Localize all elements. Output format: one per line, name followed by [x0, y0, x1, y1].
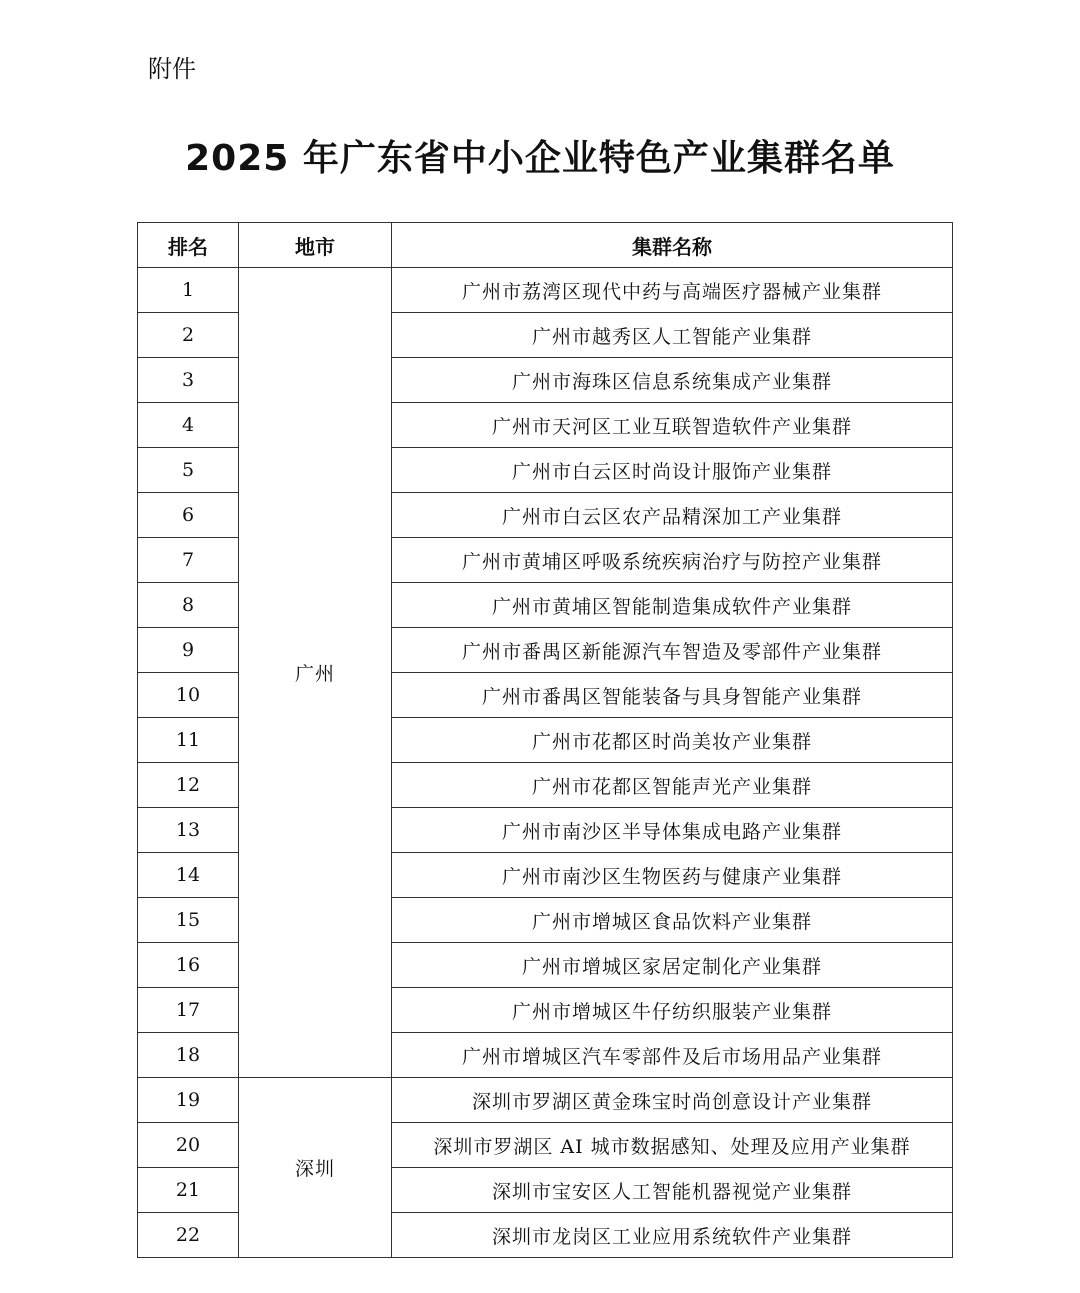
rank-cell: 21	[138, 1168, 239, 1213]
city-cell: 深圳	[239, 1078, 392, 1258]
cluster-name-cell: 广州市花都区时尚美妆产业集群	[392, 718, 953, 763]
rank-cell: 17	[138, 988, 239, 1033]
rank-cell: 22	[138, 1213, 239, 1258]
rank-cell: 12	[138, 763, 239, 808]
rank-cell: 11	[138, 718, 239, 763]
cluster-name-cell: 广州市海珠区信息系统集成产业集群	[392, 358, 953, 403]
rank-cell: 6	[138, 493, 239, 538]
rank-cell: 10	[138, 673, 239, 718]
cluster-name-cell: 广州市南沙区生物医药与健康产业集群	[392, 853, 953, 898]
cluster-name-cell: 广州市增城区家居定制化产业集群	[392, 943, 953, 988]
table-body	[138, 268, 953, 1258]
rank-cell: 7	[138, 538, 239, 583]
rank-cell: 3	[138, 358, 239, 403]
cluster-name-cell: 广州市越秀区人工智能产业集群	[392, 313, 953, 358]
cluster-name-cell: 广州市白云区农产品精深加工产业集群	[392, 493, 953, 538]
rank-cell: 13	[138, 808, 239, 853]
table-row	[138, 1078, 953, 1123]
rank-cell: 19	[138, 1078, 239, 1123]
header-cluster-name: 集群名称	[392, 223, 953, 268]
page-title: 2025 年广东省中小企业特色产业集群名单	[185, 138, 895, 179]
cluster-name-cell: 广州市天河区工业互联智造软件产业集群	[392, 403, 953, 448]
attachment-label: 附件	[148, 55, 196, 83]
cluster-name-cell: 广州市南沙区半导体集成电路产业集群	[392, 808, 953, 853]
rank-cell: 2	[138, 313, 239, 358]
rank-cell: 14	[138, 853, 239, 898]
rank-cell: 4	[138, 403, 239, 448]
cluster-name-cell: 广州市番禺区智能装备与具身智能产业集群	[392, 673, 953, 718]
cluster-name-cell: 广州市增城区牛仔纺织服装产业集群	[392, 988, 953, 1033]
rank-cell: 18	[138, 1033, 239, 1078]
cluster-name-cell: 广州市增城区汽车零部件及后市场用品产业集群	[392, 1033, 953, 1078]
cluster-name-cell: 深圳市罗湖区 AI 城市数据感知、处理及应用产业集群	[392, 1123, 953, 1168]
cluster-name-cell: 深圳市龙岗区工业应用系统软件产业集群	[392, 1213, 953, 1258]
rank-cell: 9	[138, 628, 239, 673]
cluster-name-cell: 深圳市罗湖区黄金珠宝时尚创意设计产业集群	[392, 1078, 953, 1123]
cluster-list-table	[137, 222, 953, 1258]
cluster-name-cell: 广州市增城区食品饮料产业集群	[392, 898, 953, 943]
rank-cell: 5	[138, 448, 239, 493]
rank-cell: 1	[138, 268, 239, 313]
cluster-name-cell: 广州市黄埔区智能制造集成软件产业集群	[392, 583, 953, 628]
city-cell: 广州	[239, 268, 392, 1078]
cluster-name-cell: 广州市白云区时尚设计服饰产业集群	[392, 448, 953, 493]
cluster-name-cell: 广州市花都区智能声光产业集群	[392, 763, 953, 808]
cluster-name-cell: 广州市荔湾区现代中药与高端医疗器械产业集群	[392, 268, 953, 313]
cluster-name-cell: 深圳市宝安区人工智能机器视觉产业集群	[392, 1168, 953, 1213]
table-header-row	[138, 223, 953, 268]
rank-cell: 8	[138, 583, 239, 628]
rank-cell: 16	[138, 943, 239, 988]
rank-cell: 20	[138, 1123, 239, 1168]
cluster-name-cell: 广州市番禺区新能源汽车智造及零部件产业集群	[392, 628, 953, 673]
cluster-name-cell: 广州市黄埔区呼吸系统疾病治疗与防控产业集群	[392, 538, 953, 583]
header-city: 地市	[239, 223, 392, 268]
table-row	[138, 268, 953, 313]
rank-cell: 15	[138, 898, 239, 943]
header-rank: 排名	[138, 223, 239, 268]
